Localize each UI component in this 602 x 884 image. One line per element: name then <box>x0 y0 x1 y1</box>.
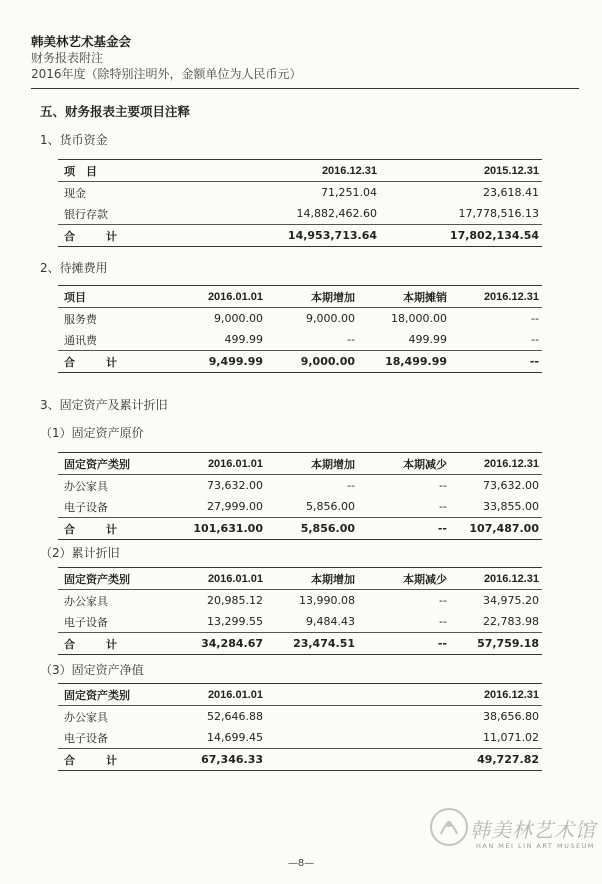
header-cell: 固定资产类别 <box>58 568 176 590</box>
table-cell: 23,618.41 <box>483 186 539 199</box>
table-cell: 34,284.67 <box>176 633 266 655</box>
fixed-assets-title: 3、固定资产及累计折旧 <box>40 398 168 412</box>
header-cell: 本期增加 <box>266 568 358 590</box>
table-header-row <box>58 568 542 590</box>
table-row <box>58 727 542 749</box>
table-cell: 33,855.00 <box>483 500 539 513</box>
table-cell: 14,699.45 <box>207 731 263 744</box>
table-cell: 18,499.99 <box>358 351 450 373</box>
table-cell <box>358 727 450 749</box>
prepaid-title: 2、待摊费用 <box>40 261 108 275</box>
table-cell <box>358 706 450 728</box>
row-label: 电子设备 <box>64 615 108 629</box>
table-cell: 13,299.55 <box>207 615 263 628</box>
table-cell: -- <box>358 518 450 540</box>
table-header-row <box>58 160 542 182</box>
watermark-text: 韩美林艺术馆 <box>470 818 596 842</box>
row-label: 电子设备 <box>64 731 108 745</box>
table-cell: -- <box>531 333 539 346</box>
table-cell: 27,999.00 <box>207 500 263 513</box>
header-cell: 本期增加 <box>266 453 358 475</box>
original-cost-title: （1）固定资产原价 <box>40 426 144 440</box>
depreciation-table <box>58 567 542 655</box>
total-label: 合 计 <box>58 518 176 540</box>
table-cell: 17,778,516.13 <box>458 207 539 220</box>
table-cell: 9,484.43 <box>306 615 355 628</box>
header-cell: 本期摊销 <box>358 286 450 308</box>
table-cell <box>358 749 450 771</box>
table-cell: 73,632.00 <box>483 479 539 492</box>
row-label: 办公家具 <box>64 594 108 608</box>
section-title: 五、财务报表主要项目注释 <box>40 104 191 119</box>
table-cell: -- <box>439 479 447 492</box>
table-cell <box>266 706 358 728</box>
header-cell: 本期减少 <box>358 568 450 590</box>
table-row <box>58 706 542 728</box>
table-header-row <box>58 286 542 308</box>
header-cell: 固定资产类别 <box>58 684 176 706</box>
header-cell <box>266 684 358 706</box>
cash-title: 1、货币资金 <box>40 133 108 147</box>
table-cell: 107,487.00 <box>450 518 542 540</box>
header-cell: 项目 <box>58 286 176 308</box>
original-cost-table <box>58 452 542 540</box>
table-cell: 17,802,134.54 <box>380 225 542 247</box>
table-cell: -- <box>531 312 539 325</box>
prepaid-table <box>58 285 542 373</box>
cash-table <box>58 159 542 247</box>
row-label: 现金 <box>64 186 86 200</box>
header-cell: 2016.12.31 <box>208 160 380 182</box>
table-cell: -- <box>358 633 450 655</box>
header-cell: 2016.01.01 <box>176 684 266 706</box>
year-note: 2016年度（除特别注明外，金额单位为人民币元） <box>31 67 302 81</box>
table-cell: 499.99 <box>224 333 263 346</box>
table-cell: 57,759.18 <box>450 633 542 655</box>
row-label: 服务费 <box>64 312 97 326</box>
header-cell: 2016.12.31 <box>450 286 542 308</box>
table-cell: 9,499.99 <box>176 351 266 373</box>
header-cell: 固定资产类别 <box>58 453 176 475</box>
table-cell <box>266 727 358 749</box>
table-cell: 9,000.00 <box>266 351 358 373</box>
table-cell: 11,071.02 <box>483 731 539 744</box>
table-cell: 52,646.88 <box>207 710 263 723</box>
depreciation-title: （2）累计折旧 <box>40 546 120 560</box>
table-cell: 73,632.00 <box>207 479 263 492</box>
header-cell: 项 目 <box>58 160 208 182</box>
total-label: 合 计 <box>58 633 176 655</box>
table-row <box>58 590 542 612</box>
table-row <box>58 611 542 633</box>
org-name: 韩美林艺术基金会 <box>31 34 132 49</box>
row-label: 通讯费 <box>64 333 97 347</box>
page-number: —8— <box>287 858 315 869</box>
table-cell: 499.99 <box>408 333 447 346</box>
net-value-table <box>58 683 542 771</box>
net-value-title: （3）固定资产净值 <box>40 663 144 677</box>
total-row <box>58 749 542 771</box>
header-cell: 2016.01.01 <box>176 568 266 590</box>
header-cell: 2016.12.31 <box>450 684 542 706</box>
total-label: 合 计 <box>58 351 176 373</box>
table-row <box>58 496 542 518</box>
table-cell: 20,985.12 <box>207 594 263 607</box>
total-row <box>58 351 542 373</box>
table-row <box>58 203 542 225</box>
table-cell: 9,000.00 <box>214 312 263 325</box>
table-cell: 5,856.00 <box>266 518 358 540</box>
table-cell: -- <box>347 479 355 492</box>
table-cell: -- <box>439 500 447 513</box>
table-cell: -- <box>347 333 355 346</box>
row-label: 银行存款 <box>64 207 108 221</box>
header-rule <box>31 88 579 89</box>
row-label: 电子设备 <box>64 500 108 514</box>
table-cell: 18,000.00 <box>391 312 447 325</box>
table-row <box>58 182 542 204</box>
table-cell: 13,990.08 <box>299 594 355 607</box>
table-cell: 34,975.20 <box>483 594 539 607</box>
watermark-subtext: HAN MEI LIN ART MUSEUM <box>476 842 595 850</box>
table-cell: 9,000.00 <box>306 312 355 325</box>
header-cell: 2015.12.31 <box>380 160 542 182</box>
table-cell: 22,783.98 <box>483 615 539 628</box>
table-cell <box>266 749 358 771</box>
table-cell: 49,727.82 <box>450 749 542 771</box>
table-header-row <box>58 684 542 706</box>
table-cell: 71,251.04 <box>321 186 377 199</box>
total-label: 合 计 <box>58 225 208 247</box>
table-cell: 14,882,462.60 <box>296 207 377 220</box>
table-header-row <box>58 453 542 475</box>
total-row <box>58 518 542 540</box>
header-cell: 2016.12.31 <box>450 453 542 475</box>
table-cell: -- <box>439 594 447 607</box>
table-cell: 67,346.33 <box>176 749 266 771</box>
table-cell: 101,631.00 <box>176 518 266 540</box>
table-cell: 23,474.51 <box>266 633 358 655</box>
document-header <box>31 34 302 82</box>
header-cell <box>358 684 450 706</box>
table-row <box>58 329 542 351</box>
table-cell: 14,953,713.64 <box>208 225 380 247</box>
header-cell: 2016.01.01 <box>176 286 266 308</box>
header-cell: 本期增加 <box>266 286 358 308</box>
table-cell: -- <box>439 615 447 628</box>
row-label: 办公家具 <box>64 479 108 493</box>
header-cell: 2016.12.31 <box>450 568 542 590</box>
total-label: 合 计 <box>58 749 176 771</box>
total-row <box>58 633 542 655</box>
table-row <box>58 475 542 497</box>
table-cell: 5,856.00 <box>306 500 355 513</box>
doc-type: 财务报表附注 <box>31 51 104 65</box>
table-cell: -- <box>450 351 542 373</box>
table-row <box>58 308 542 330</box>
header-cell: 2016.01.01 <box>176 453 266 475</box>
table-cell: 38,656.80 <box>483 710 539 723</box>
header-cell: 本期减少 <box>358 453 450 475</box>
row-label: 办公家具 <box>64 710 108 724</box>
total-row <box>58 225 542 247</box>
museum-logo-icon <box>428 806 470 848</box>
